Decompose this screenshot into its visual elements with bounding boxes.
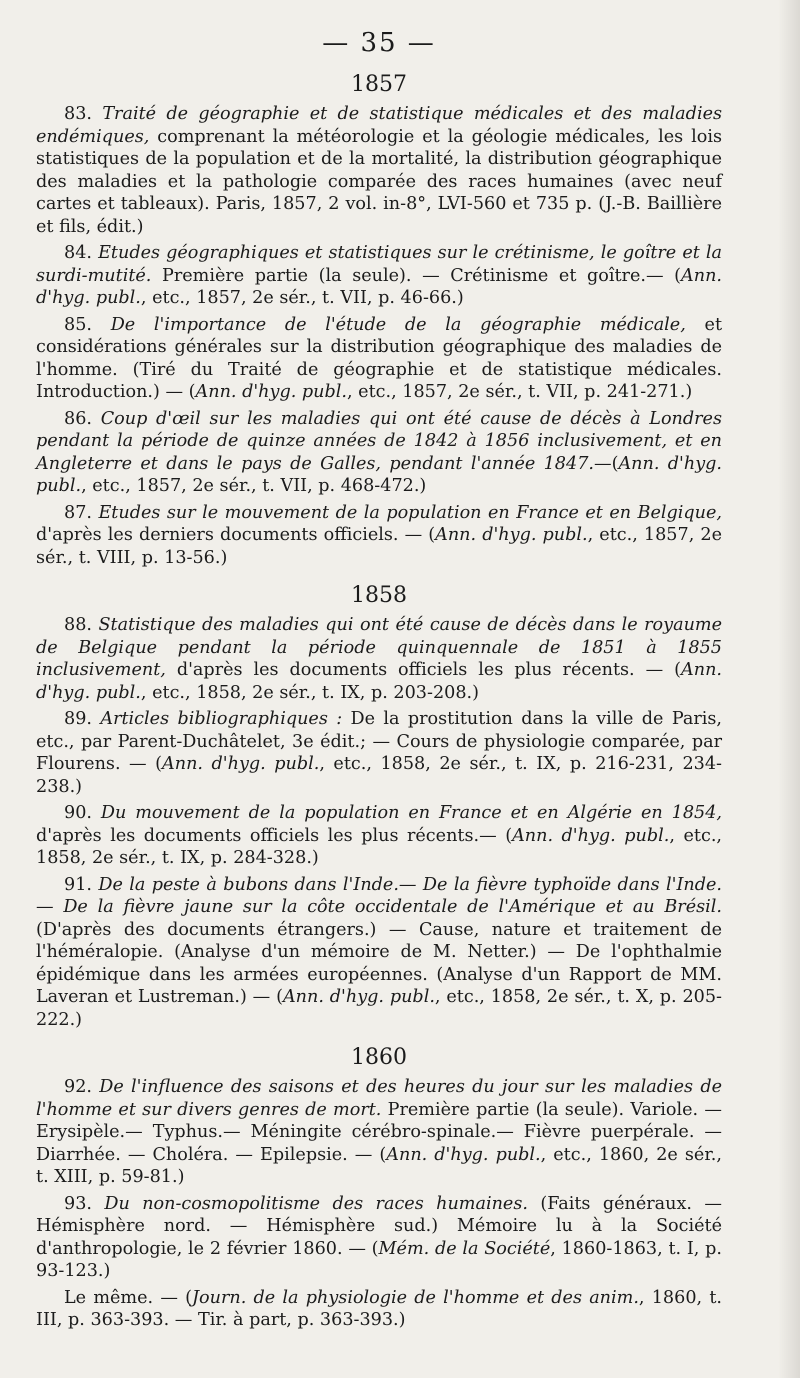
- section-year: 1858: [351, 583, 407, 608]
- entry-90: 90. Du mouvement de la population en France et en Algérie en 1854, d'après les documents officiels les plus récents.— (Ann. d'hyg. publ., etc., 1858, 2e sér., t. IX, p. 284-328.): [36, 803, 723, 868]
- section-1858: [36, 583, 722, 1031]
- section-1860: [36, 1045, 722, 1332]
- entry-84: 84. Etudes géographiques et statistiques sur le crétinisme, le goître et la surdi-mutité. Première partie (la seule). — Crétinisme et goître.— (Ann. d'hyg. publ., etc., 1857, 2e sér., t. VII, p. 46-66.): [36, 243, 723, 308]
- entry-85: 85. De l'importance de l'étude de la géographie médicale, et considérations générales sur la distribution géographique des maladies de l'homme. (Tiré du Traité de géographie et de statistique médicales. Introduction.) — (Ann. d'hyg. publ., etc., 1857, 2e sér., t. VII, p. 241-271.): [36, 314, 723, 402]
- entry-91: 91. De la peste à bubons dans l'Inde.— De la fièvre typhoïde dans l'Inde. — De la fièvre jaune sur la côte occidentale de l'Amérique et au Brésil. (D'après des documents étrangers.) — Cause, nature et traitement de l'héméralopie. (Analyse d'un mémoire de M. Netter.) — De l'ophthalmie épidémique dans les armées européennes. (Analyse d'un Rapport de MM. Laveran et Lustreman.) — (Ann. d'hyg. publ., etc., 1858, 2e sér., t. X, p. 205-222.): [36, 874, 723, 1030]
- section-year: 1857: [351, 72, 407, 97]
- entry-88: 88. Statistique des maladies qui ont été cause de décès dans le royaume de Belgique pendant la période quinquennale de 1851 à 1855 inclusivement, d'après les documents officiels les plus récents. — (Ann. d'hyg. publ., etc., 1858, 2e sér., t. IX, p. 203-208.): [36, 615, 722, 703]
- section-year: 1860: [351, 1045, 407, 1070]
- entry-87: 87. Etudes sur le mouvement de la population en France et en Belgique, d'après les derniers documents officiels. — (Ann. d'hyg. publ., etc., 1857, 2e sér., t. VIII, p. 13-56.): [36, 502, 722, 568]
- entry-92: 92. De l'influence des saisons et des heures du jour sur les maladies de l'homme et sur divers genres de mort. Première partie (la seule). Variole. — Erysipèle.— Typhus.— Méningite cérébro-spinale.— Fièvre puerpérale. — Diarrhée. — Choléra. — Epilepsie. — (Ann. d'hyg. publ., etc., 1860, 2e sér., t. XIII, p. 59-81.): [36, 1077, 723, 1187]
- entry-93-reprint: Le même. — (Journ. de la physiologie de l'homme et des anim., 1860, t. III, p. 363-393. — Tir. à part, p. 363-393.): [36, 1287, 722, 1330]
- page-edge-shadow: [778, 0, 800, 1378]
- entry-86: 86. Coup d'œil sur les maladies qui ont été cause de décès à Londres pendant la période de quinze années de 1842 à 1856 inclusivement, et en Angleterre et dans le pays de Galles, pendant l'année 1847.—(Ann. d'hyg. publ., etc., 1857, 2e sér., t. VII, p. 468-472.): [36, 408, 722, 496]
- entry-93: 93. Du non-cosmopolitisme des races humaines. (Faits généraux. — Hémisphère nord. — Hémisphère sud.) Mémoire lu à la Société d'anthropologie, le 2 février 1860. — (Mém. de la Société, 1860-1863, t. I, p. 93-123.): [36, 1193, 722, 1281]
- entry-89: 89. Articles bibliographiques : De la prostitution dans la ville de Paris, etc., par Parent-Duchâtelet, 3e édit.; — Cours de physiologie comparée, par Flourens. — (Ann. d'hyg. publ., etc., 1858, 2e sér., t. IX, p. 216-231, 234-238.): [36, 709, 723, 797]
- entry-83: 83. Traité de géographie et de statistique médicales et des maladies endémiques, comprenant la météorologie et la géologie médicales, les lois statistiques de la population et de la mortalité, la distribution géographique des maladies et la pathologie comparée des races humaines (avec neuf cartes et tableaux). Paris, 1857, 2 vol. in-8°, LVI-560 et 735 p. (J.-B. Baillière et fils, édit.): [36, 104, 723, 237]
- page-number: — 35 —: [322, 28, 436, 58]
- section-1857: [36, 72, 722, 569]
